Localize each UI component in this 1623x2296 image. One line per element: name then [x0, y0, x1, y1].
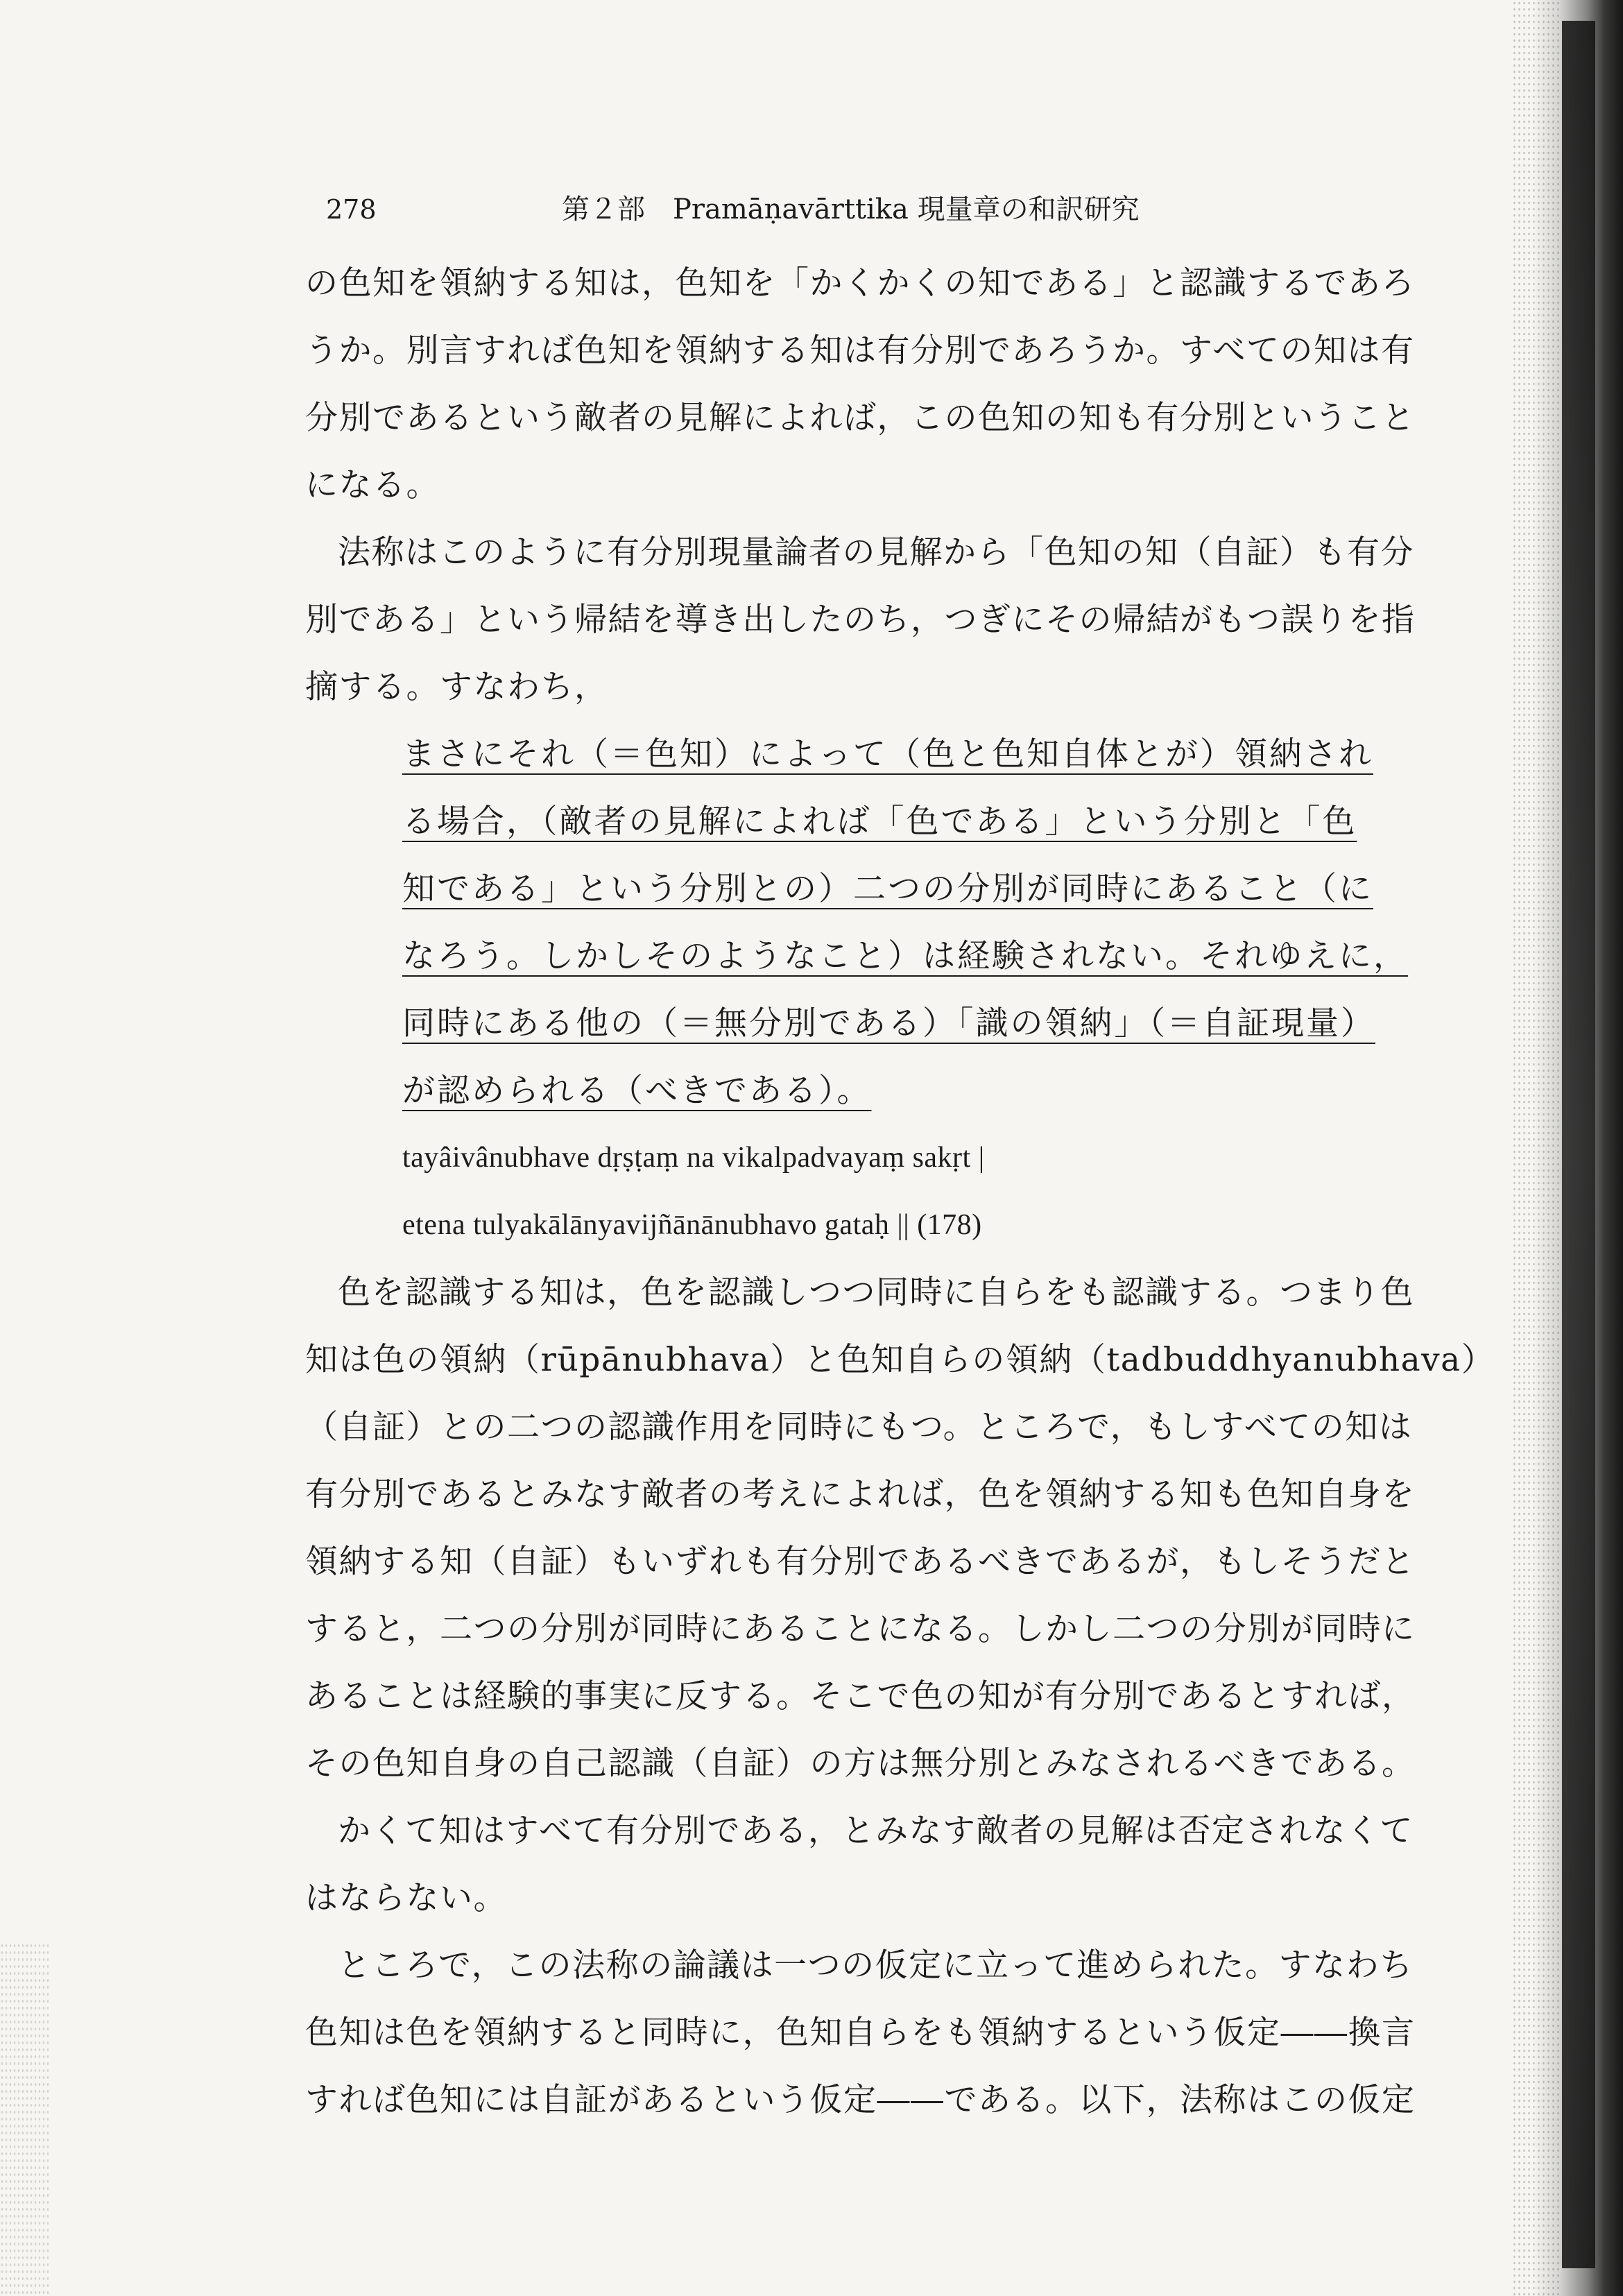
left-edge-speckle — [0, 1942, 49, 2296]
quote-line: 知である」という分別との）二つの分別が同時にあること（に — [402, 870, 1373, 908]
text-line: の色知を領納する知は，色知を「かくかくの知である」と認識するであろ — [305, 264, 1416, 302]
text-line: その色知自身の自己認識（自証）の方は無分別とみなされるべきである。 — [305, 1745, 1416, 1783]
text-line: 摘する。すなわち， — [305, 668, 608, 706]
quote-line: なろう。しかしそのようなこと）は経験されない。それゆえに， — [402, 937, 1408, 975]
page-number: 278 — [326, 194, 377, 225]
text-line: になる。 — [305, 466, 440, 504]
text-line: ところで，この法称の論議は一つの仮定に立って進められた。すなわち — [338, 1946, 1414, 1985]
binding-edge — [1562, 21, 1595, 2268]
quote-line: る場合，（敵者の見解によれば「色である」という分別と「色 — [402, 803, 1357, 841]
paragraph-4 — [305, 1797, 1443, 1932]
paragraph-5 — [305, 1932, 1443, 2134]
text-line: はならない。 — [305, 1879, 507, 1917]
sanskrit-line: etena tulyakālānyavijñānānubhavo gataḥ || (178) — [402, 1209, 982, 1241]
text-line: 別である」という帰結を導き出したのち，つぎにその帰結がもつ誤りを指 — [305, 601, 1416, 639]
text-line: かくて知はすべて有分別である，とみなす敵者の見解は否定されなくて — [338, 1812, 1414, 1850]
text-line: 有分別であるとみなす敵者の考えによれば，色を領納する知も色知自身を — [305, 1475, 1416, 1514]
text-line: 分別であるという敵者の見解によれば，この色知の知も有分別ということ — [305, 399, 1416, 437]
body-text — [305, 250, 1495, 2134]
verse-translation — [402, 721, 1408, 1124]
quote-line: 同時にある他の（＝無分別である）「識の領納」（＝自証現量） — [402, 1004, 1375, 1043]
text-line: 色知は色を領納すると同時に，色知自らをも領納するという仮定――換言 — [305, 2014, 1416, 2052]
paragraph-3 — [305, 1259, 1495, 1797]
quote-line: が認められる（べきである）。 — [402, 1072, 872, 1110]
sanskrit-verse — [305, 1124, 1443, 1259]
chapter-title: 第２部 Pramāṇavārttika 現量章の和訳研究 — [562, 194, 1140, 225]
paragraph-1 — [305, 250, 1443, 519]
paragraph-2 — [305, 519, 1443, 721]
text-line: 色を認識する知は，色を認識しつつ同時に自らをも認識する。つまり色 — [338, 1274, 1414, 1312]
text-line: 領納する知（自証）もいずれも有分別であるべきであるが，もしそうだと — [305, 1543, 1416, 1581]
text-line: 法称はこのように有分別現量論者の見解から「色知の知（自証）も有分 — [338, 533, 1414, 572]
text-line: うか。別言すれば色知を領納する知は有分別であろうか。すべての知は有 — [305, 332, 1415, 370]
sanskrit-line: tayâivânubhave dṛṣṭaṃ na vikalpadvayaṃ sakṛt | — [402, 1142, 985, 1174]
text-line: すれば色知には自証があるという仮定――である。以下，法称はこの仮定 — [305, 2081, 1416, 2119]
text-line: あることは経験的事実に反する。そこで色の知が有分別であるとすれば， — [305, 1677, 1416, 1715]
text-line: 知は色の領納（rūpānubhava）と色知自らの領納（tadbuddhyanubhava） — [305, 1341, 1495, 1379]
quote-line: まさにそれ（＝色知）によって（色と色知自体とが）領納され — [402, 735, 1373, 773]
text-line: （自証）との二つの認識作用を同時にもつ。ところで，もしすべての知は — [305, 1408, 1413, 1446]
text-line: すると，二つの分別が同時にあることになる。しかし二つの分別が同時に — [305, 1610, 1416, 1648]
